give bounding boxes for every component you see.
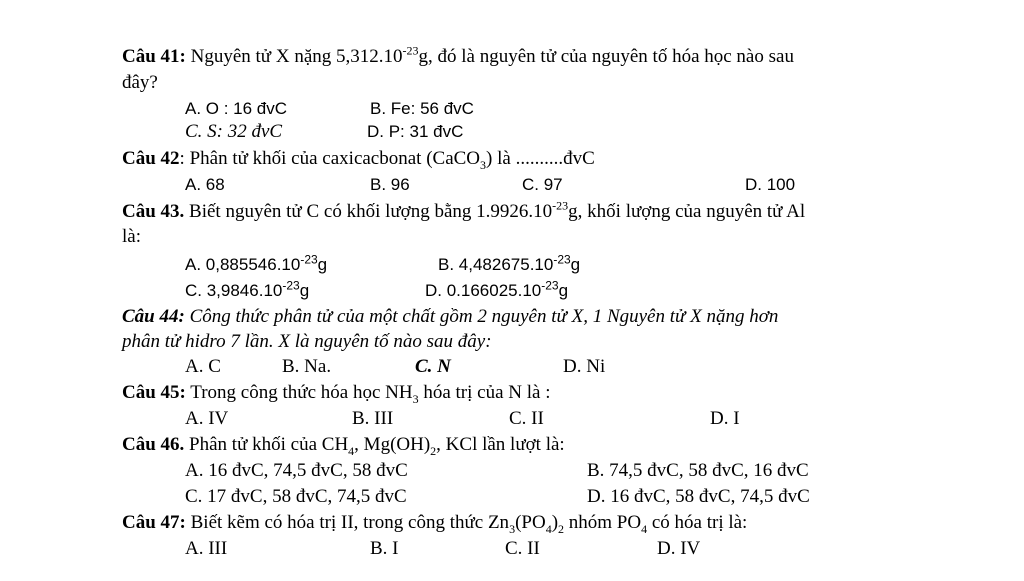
question-text: Trong công thức hóa học NH <box>190 382 413 403</box>
question-label: Câu 41: <box>122 46 186 67</box>
option-unit: g <box>299 281 310 300</box>
option-c: C. II <box>509 408 544 429</box>
subscript: 4 <box>545 521 552 536</box>
option-d: D. P: 31 đvC <box>367 122 464 141</box>
option-d: D. IV <box>657 538 701 559</box>
option-b: B. III <box>352 408 394 429</box>
option-text: D. 0.166025.10 <box>425 281 542 300</box>
option-unit: g <box>570 255 581 274</box>
option-c: C. S: 32 đvC <box>185 121 283 142</box>
exponent: -23 <box>282 278 300 293</box>
question-text: Công thức phân tử của một chất gồm 2 nguyên tử X, 1 Nguyên tử X nặng hơn <box>189 306 779 327</box>
option-b: B. Na. <box>282 356 332 377</box>
exponent: -23 <box>402 43 419 58</box>
option-c: C. II <box>505 538 540 559</box>
question-43-line2: là: <box>122 226 141 247</box>
exponent: -23 <box>552 198 569 213</box>
option-b: B. 74,5 đvC, 58 đvC, 16 đvC <box>587 460 809 481</box>
question-text: Biết kẽm có hóa trị II, trong công thức Zn <box>190 512 510 533</box>
option-a: A. O : 16 đvC <box>185 99 288 118</box>
question-text: hóa trị của N là : <box>418 382 551 403</box>
option-text: B. 4,482675.10 <box>438 255 554 274</box>
subscript: 3 <box>509 521 516 536</box>
subscript: 3 <box>480 157 487 172</box>
option-d: D. 16 đvC, 58 đvC, 74,5 đvC <box>587 486 810 507</box>
question-text: , KCl lần lượt là: <box>436 434 565 455</box>
question-text: (PO <box>515 512 546 533</box>
option-a: A. III <box>185 538 228 559</box>
option-c: C. N <box>415 356 451 377</box>
question-42-line1 <box>122 148 595 170</box>
option-d: D. I <box>710 408 740 429</box>
option-d <box>425 280 568 302</box>
question-text: , Mg(OH) <box>354 434 431 455</box>
option-text: C. 3,9846.10 <box>185 281 283 300</box>
option-b: B. 96 <box>370 175 410 194</box>
subscript: 2 <box>558 521 565 536</box>
question-label: Câu 46. <box>122 434 185 455</box>
exponent: -23 <box>553 252 571 267</box>
question-text: Phân tử khối của CH <box>189 434 349 455</box>
question-44-line1 <box>122 306 778 328</box>
question-text: Biết nguyên tử C có khối lượng bằng 1.9926.10 <box>189 201 553 222</box>
question-text: nhóm PO <box>564 512 642 533</box>
question-45-line1 <box>122 382 550 404</box>
option-a: A. 68 <box>185 175 225 194</box>
question-text: g, khối lượng của nguyên tử Al <box>568 201 806 222</box>
question-text: có hóa trị là: <box>647 512 748 533</box>
subscript: 4 <box>348 443 355 458</box>
question-text: ) là ..........đvC <box>486 148 595 169</box>
exponent: -23 <box>541 278 559 293</box>
question-text: : Phân tử khối của caxicacbonat (CaCO <box>179 148 481 169</box>
option-a: A. IV <box>185 408 229 429</box>
question-label: Câu 42 <box>122 148 180 169</box>
option-a: A. 16 đvC, 74,5 đvC, 58 đvC <box>185 460 408 481</box>
option-c <box>185 280 309 302</box>
option-a: A. C <box>185 356 221 377</box>
option-b: B. Fe: 56 đvC <box>370 99 474 118</box>
exponent: -23 <box>300 252 318 267</box>
option-a <box>185 254 327 276</box>
question-41-line2: đây? <box>122 72 158 93</box>
subscript: 2 <box>430 443 437 458</box>
question-44-line2: phân tử hidro 7 lần. X là nguyên tố nào sau đây: <box>122 331 492 352</box>
option-c: C. 97 <box>522 175 563 194</box>
option-b <box>438 254 580 276</box>
option-unit: g <box>317 255 328 274</box>
subscript: 3 <box>412 391 419 406</box>
question-text: g, đó là nguyên tử của nguyên tố hóa học nào sau <box>418 46 794 67</box>
question-label: Câu 44: <box>122 306 185 327</box>
question-label: Câu 45: <box>122 382 186 403</box>
option-b: B. I <box>370 538 399 559</box>
question-label: Câu 47: <box>122 512 186 533</box>
question-46-line1 <box>122 434 565 456</box>
question-47-line1 <box>122 512 747 534</box>
question-43-line1 <box>122 198 806 223</box>
option-unit: g <box>558 281 569 300</box>
question-text: ) <box>551 512 559 533</box>
option-c: C. 17 đvC, 58 đvC, 74,5 đvC <box>185 486 407 507</box>
option-d: D. 100 <box>745 175 796 194</box>
option-d: D. Ni <box>563 356 606 377</box>
question-label: Câu 43. <box>122 201 185 222</box>
subscript: 4 <box>641 521 648 536</box>
option-text: A. 0,885546.10 <box>185 255 301 274</box>
question-text: Nguyên tử X nặng 5,312.10 <box>190 46 403 67</box>
question-41-line1 <box>122 43 794 68</box>
